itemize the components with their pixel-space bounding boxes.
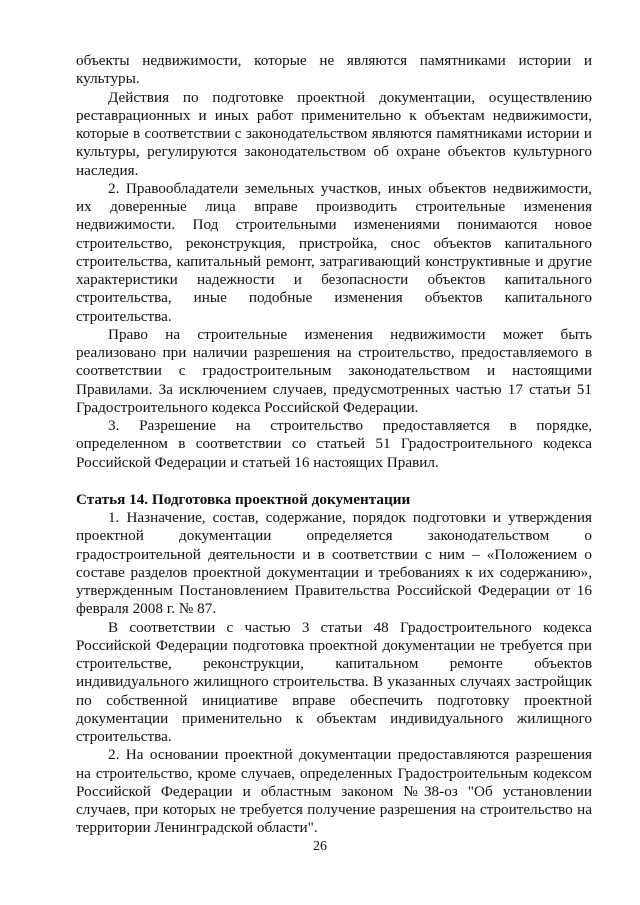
paragraph: 3. Разрешение на строительство предоставляется в порядке, определенном в соответствии со статьей 51 Градостроительного кодекса Российской Федерации и статьей 16 настоящих Правил.: [76, 417, 592, 471]
paragraph: В соответствии с частью 3 статьи 48 Градостроительного кодекса Российской Федерации подготовка проектной документации не требуется при строительстве, реконструкции, капитальном ремонте объектов индивидуального жилищного строительства. В указанных случаях застройщик по собственной инициативе вправе обеспечить подготовку проектной документации применительно к объектам индивидуального жилищного строительства.: [76, 618, 592, 745]
paragraph: 2. На основании проектной документации предоставляются разрешения на строительство, кроме случаев, определенных Градостроительным кодексом Российской Федерации и областным законом №38-оз "Об установлении случаев, при которых не требуется получение разрешения на строительство на территории Ленинградской области".: [76, 746, 592, 837]
section-gap: [76, 472, 592, 491]
paragraph: 2. Правообладатели земельных участков, иных объектов недвижимости, их доверенные лица вправе производить строительные изменения недвижимости. Под строительными изменениями понимаются новое строительство, реконструкция, пристройка, снос объектов капитального строительства, капитальный ремонт, затрагивающий конструктивные и другие характеристики надежности и безопасности объектов капитального строительства, иные подобные изменения объектов капитального строительства.: [76, 179, 592, 325]
document-body: [76, 52, 592, 838]
page-number: 26: [313, 839, 327, 854]
paragraph: Право на строительные изменения недвижимости может быть реализовано при наличии разрешения на строительство, предоставляемого в соответствии с градостроительным законодательством и настоящими Правилами. За исключением случаев, предусмотренных частью 17 статьи 51 Градостроительного кодекса Российской Федерации.: [76, 325, 592, 416]
paragraph-continuation: объекты недвижимости, которые не являются памятниками истории и культуры.: [76, 52, 592, 88]
article-heading: Статья 14. Подготовка проектной документации: [76, 490, 411, 508]
paragraph: Действия по подготовке проектной документации, осуществлению реставрационных и иных работ применительно к объектам недвижимости, которые в соответствии с законодательством являются памятниками истории и культуры, регулируются законодательством об охране объектов культурного наследия.: [76, 88, 592, 179]
paragraph: 1. Назначение, состав, содержание, порядок подготовки и утверждения проектной документации определяется законодательством о градостроительной деятельности и в соответствии с ним – «Положением о составе разделов проектной документации и требованиях к их содержанию», утвержденным Постановлением Правительства Российской Федерации от 16 февраля 2008 г. № 87.: [76, 509, 592, 618]
